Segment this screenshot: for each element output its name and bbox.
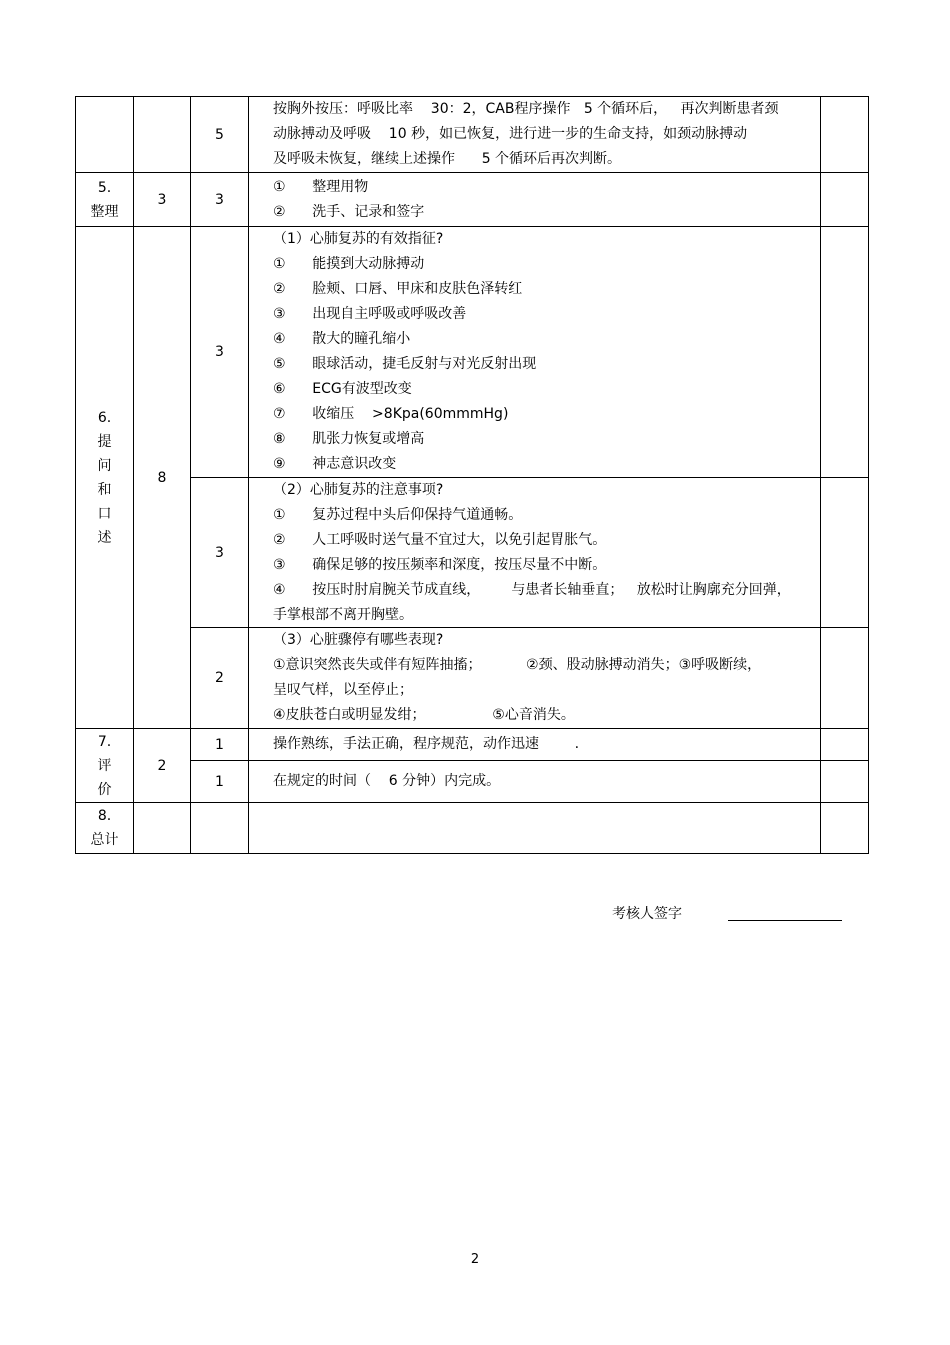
total-score-cell	[134, 803, 191, 854]
content-line: ⑤ 眼球活动，捷毛反射与对光反射出现	[273, 356, 537, 372]
content-line: 在规定的时间（ 6 分钟）内完成。	[273, 773, 501, 789]
table-row	[76, 227, 869, 478]
sub-score-cell	[191, 761, 249, 803]
question-heading: （3）心脏骤停有哪些表现?	[273, 632, 444, 648]
signature-line	[728, 920, 842, 921]
deduction-cell	[821, 761, 869, 803]
total-score: 2	[157, 757, 167, 774]
deduction-cell	[821, 173, 869, 227]
item-title-char: 述	[97, 529, 112, 546]
item-number: 6.	[97, 409, 112, 426]
sub-score: 3	[215, 191, 224, 208]
item-cell	[76, 173, 134, 227]
table-row	[76, 173, 869, 227]
deduction-cell	[821, 803, 869, 854]
item-title: 总计	[90, 832, 119, 848]
signature-label: 考核人签字	[612, 906, 682, 922]
deduction-cell	[821, 628, 869, 729]
content-line: 呈叹气样，以至停止；	[273, 682, 413, 698]
item-number: 7.	[97, 733, 112, 750]
table-row	[76, 478, 869, 628]
content-line: 及呼吸未恢复，继续上述操作 5 个循环后再次判断。	[273, 151, 622, 167]
item-cell	[76, 227, 134, 729]
sub-score-cell	[191, 173, 249, 227]
table-row	[76, 729, 869, 761]
sub-score: 1	[215, 736, 224, 753]
content-cell	[249, 173, 821, 227]
total-score-cell	[134, 227, 191, 729]
content-cell	[249, 761, 821, 803]
content-line: ⑦ 收缩压 >8Kpa(60mmmHg)	[273, 406, 509, 422]
content-line: 动脉搏动及呼吸 10 秒，如已恢复，进行进一步的生命支持，如颈动脉搏动	[273, 126, 748, 142]
content-line: ③ 确保足够的按压频率和深度，按压尽量不中断。	[273, 557, 607, 573]
content-cell	[249, 227, 821, 478]
content-line: ① 整理用物	[273, 178, 369, 195]
content-line: ④ 按压时肘肩腕关节成直线， 与患者长轴垂直； 放松时让胸廓充分回弹，	[273, 582, 791, 598]
content-cell	[249, 478, 821, 628]
content-line: ③ 出现自主呼吸或呼吸改善	[273, 306, 467, 322]
content-line: ① 复苏过程中头后仰保持气道通畅。	[273, 507, 523, 523]
scoring-table	[75, 96, 869, 854]
content-cell	[249, 729, 821, 761]
content-line: ⑧ 肌张力恢复或增高	[273, 431, 425, 447]
deduction-cell	[821, 729, 869, 761]
deduction-cell	[821, 97, 869, 173]
total-score: 3	[157, 191, 167, 208]
table-row	[76, 803, 869, 854]
content-cell	[249, 628, 821, 729]
content-line: ① 能摸到大动脉搏动	[273, 256, 425, 272]
total-score-cell	[134, 729, 191, 803]
sub-score-cell	[191, 478, 249, 628]
sub-score: 3	[215, 544, 224, 561]
content-line: ④ 散大的瞳孔缩小	[273, 331, 411, 347]
item-cell	[76, 729, 134, 803]
sub-score: 5	[215, 126, 224, 143]
table-row	[76, 97, 869, 173]
sub-score: 3	[215, 344, 224, 360]
sub-score: 1	[215, 773, 224, 790]
content-line: 手掌根部不离开胸壁。	[273, 607, 413, 623]
sub-score-cell	[191, 97, 249, 173]
item-title-char: 口	[97, 505, 112, 522]
content-line: ④皮肤苍白或明显发绀； ⑤心音消失。	[273, 707, 575, 723]
content-line: ⑥ ECG有波型改变	[273, 381, 412, 397]
content-line: 按胸外按压：呼吸比率 30：2，CAB程序操作 5 个循环后， 再次判断患者颈	[273, 101, 779, 117]
total-score-cell	[134, 173, 191, 227]
total-score-cell	[134, 97, 191, 173]
content-line: ⑨ 神志意识改变	[273, 456, 397, 472]
item-cell	[76, 97, 134, 173]
question-heading: （2）心肺复苏的注意事项?	[273, 482, 444, 498]
deduction-cell	[821, 227, 869, 478]
item-cell	[76, 803, 134, 854]
content-line: ② 人工呼吸时送气量不宜过大，以免引起胃胀气。	[273, 532, 607, 548]
question-heading: （1）心肺复苏的有效指征?	[273, 231, 444, 247]
sub-score: 2	[215, 670, 224, 686]
item-title-char: 评	[97, 757, 112, 774]
sub-score-cell	[191, 628, 249, 729]
content-cell	[249, 97, 821, 173]
page-number: 2	[470, 1252, 480, 1267]
table-row	[76, 761, 869, 803]
deduction-cell	[821, 478, 869, 628]
item-number: 8.	[97, 808, 112, 824]
item-title-char: 提	[97, 433, 112, 450]
item-title: 整理	[90, 203, 119, 220]
content-line: ①意识突然丧失或伴有短阵抽搐； ②颈、股动脉搏动消失；③呼吸断续，	[273, 657, 762, 673]
content-line: ② 脸颊、口唇、甲床和皮肤色泽转红	[273, 281, 523, 297]
item-title-char: 价	[97, 781, 112, 798]
content-cell	[249, 803, 821, 854]
table-row	[76, 628, 869, 729]
sub-score-cell	[191, 803, 249, 854]
sub-score-cell	[191, 227, 249, 478]
item-title-char: 和	[97, 481, 112, 498]
total-score: 8	[157, 469, 167, 486]
item-number: 5.	[97, 179, 112, 196]
content-line: 操作熟练，手法正确，程序规范，动作迅速 .	[273, 736, 580, 752]
content-line: ② 洗手、记录和签字	[273, 203, 425, 220]
item-title-char: 问	[97, 457, 112, 474]
sub-score-cell	[191, 729, 249, 761]
